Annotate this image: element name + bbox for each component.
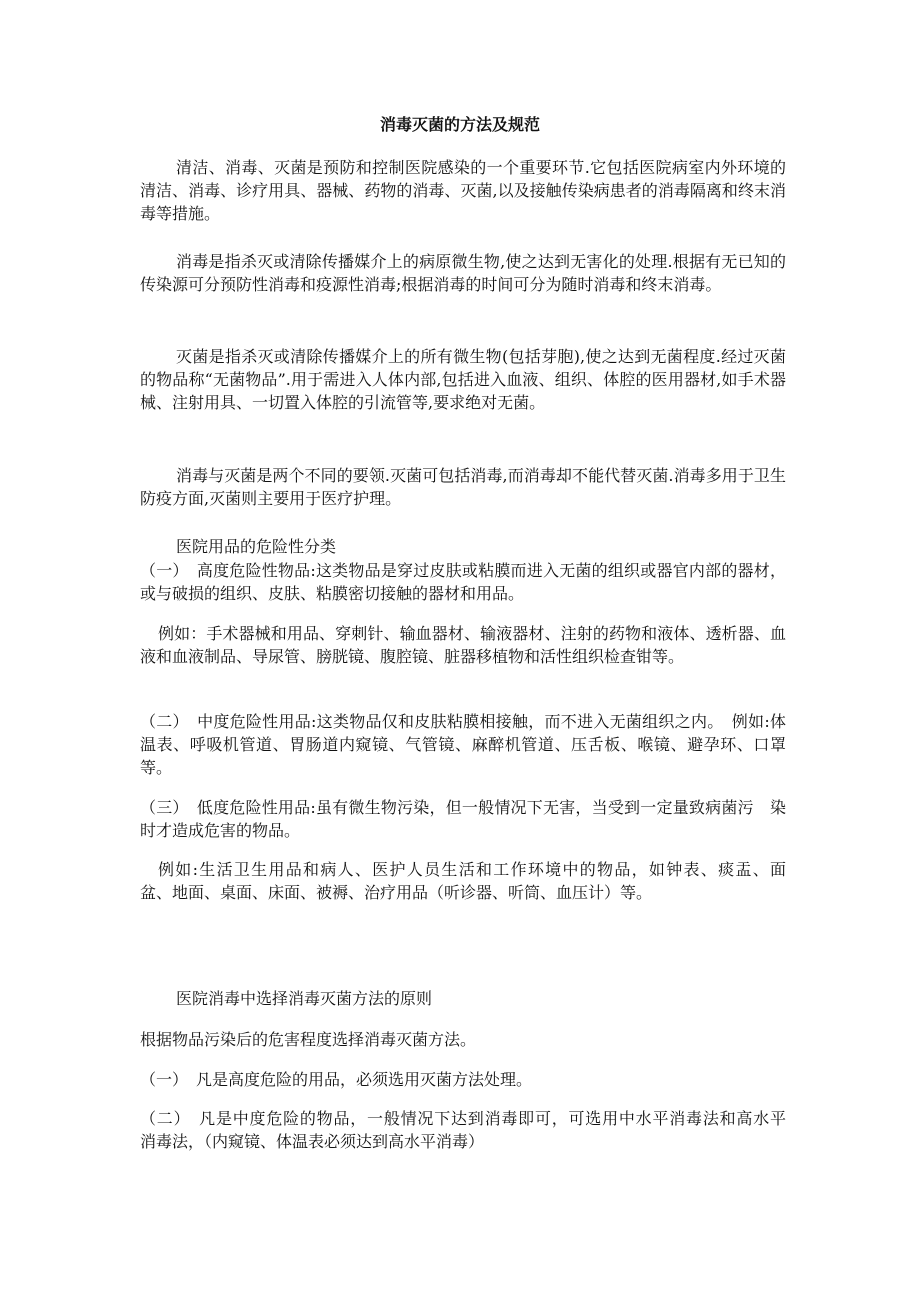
- list-item-low-risk-example: 例如:生活卫生用品和病人、医护人员生活和工作环境中的物品，如钟表、痰盂、面 盆、地面、桌面、床面、被褥、治疗用品（听诊器、听筒、血压计）等。: [140, 860, 803, 902]
- rule-high-risk: （一） 凡是高度危险的用品，必须选用灭菌方法处理。: [140, 1070, 533, 1089]
- section-intro: 根据物品污染后的危害程度选择消毒灭菌方法。: [140, 1030, 477, 1049]
- section-heading-method-principles: 医院消毒中选择消毒灭菌方法的原则: [176, 989, 433, 1008]
- rule-medium-risk: （二） 凡是中度危险的物品，一般情况下达到消毒即可，可选用中水平消毒法和高水平 消毒法，（内窥镜、体温表必须达到高水平消毒）: [140, 1109, 803, 1151]
- list-item-medium-risk: （二） 中度危险性用品:这类物品仅和皮肤粘膜相接触，而不进入无菌组织之内。 例如:体温表、呼吸机管道、胃肠道内窥镜、气管镜、麻醉机管道、压舌板、喉镜、避孕环、口罩等。: [140, 712, 786, 777]
- paragraph-cleaning: 清洁、消毒、灭菌是预防和控制医院感染的一个重要环节.它包括医院病室内外环境的清洁、消毒、诊疗用具、器械、药物的消毒、灭菌,以及接触传染病患者的消毒隔离和终末消毒等措施。: [140, 158, 786, 223]
- document-title: 消毒灭菌的方法及规范: [379, 115, 540, 134]
- list-item-high-risk: （一） 高度危险性物品:这类物品是穿过皮肤或粘膜而进入无菌的组织或器官内部的器材，或与破损的组织、皮肤、粘膜密切接触的器材和用品。: [140, 561, 786, 603]
- paragraph-difference: 消毒与灭菌是两个不同的要领.灭菌可包括消毒,而消毒却不能代替灭菌.消毒多用于卫生防疫方面,灭菌则主要用于医疗护理。: [140, 466, 786, 508]
- list-item-high-risk-example: 例如：手术器械和用品、穿刺针、输血器材、输液器材、注射的药物和液体、透析器、血液和血液制品、导尿管、膀胱镜、腹腔镜、脏器移植物和活性组织检查钳等。: [140, 624, 786, 666]
- list-item-low-risk: （三） 低度危险性用品:虽有微生物污染，但一般情况下无害，当受到一定量致病菌污 染时才造成危害的物品。: [140, 798, 786, 840]
- paragraph-sterilization: 灭菌是指杀灭或清除传播媒介上的所有微生物(包括芽胞),使之达到无菌程度.经过灭菌的物品称“无菌物品”.用于需进入人体内部,包括进入血液、组织、体腔的医用器材,如手术器械、注射用具、一切置入体腔的引流管等,要求绝对无菌。: [140, 347, 786, 412]
- paragraph-disinfection: 消毒是指杀灭或清除传播媒介上的病原微生物,使之达到无害化的处理.根据有无已知的传染源可分预防性消毒和疫源性消毒;根据消毒的时间可分为随时消毒和终末消毒。: [140, 252, 786, 294]
- section-heading-risk-classification: 医院用品的危险性分类: [176, 537, 337, 556]
